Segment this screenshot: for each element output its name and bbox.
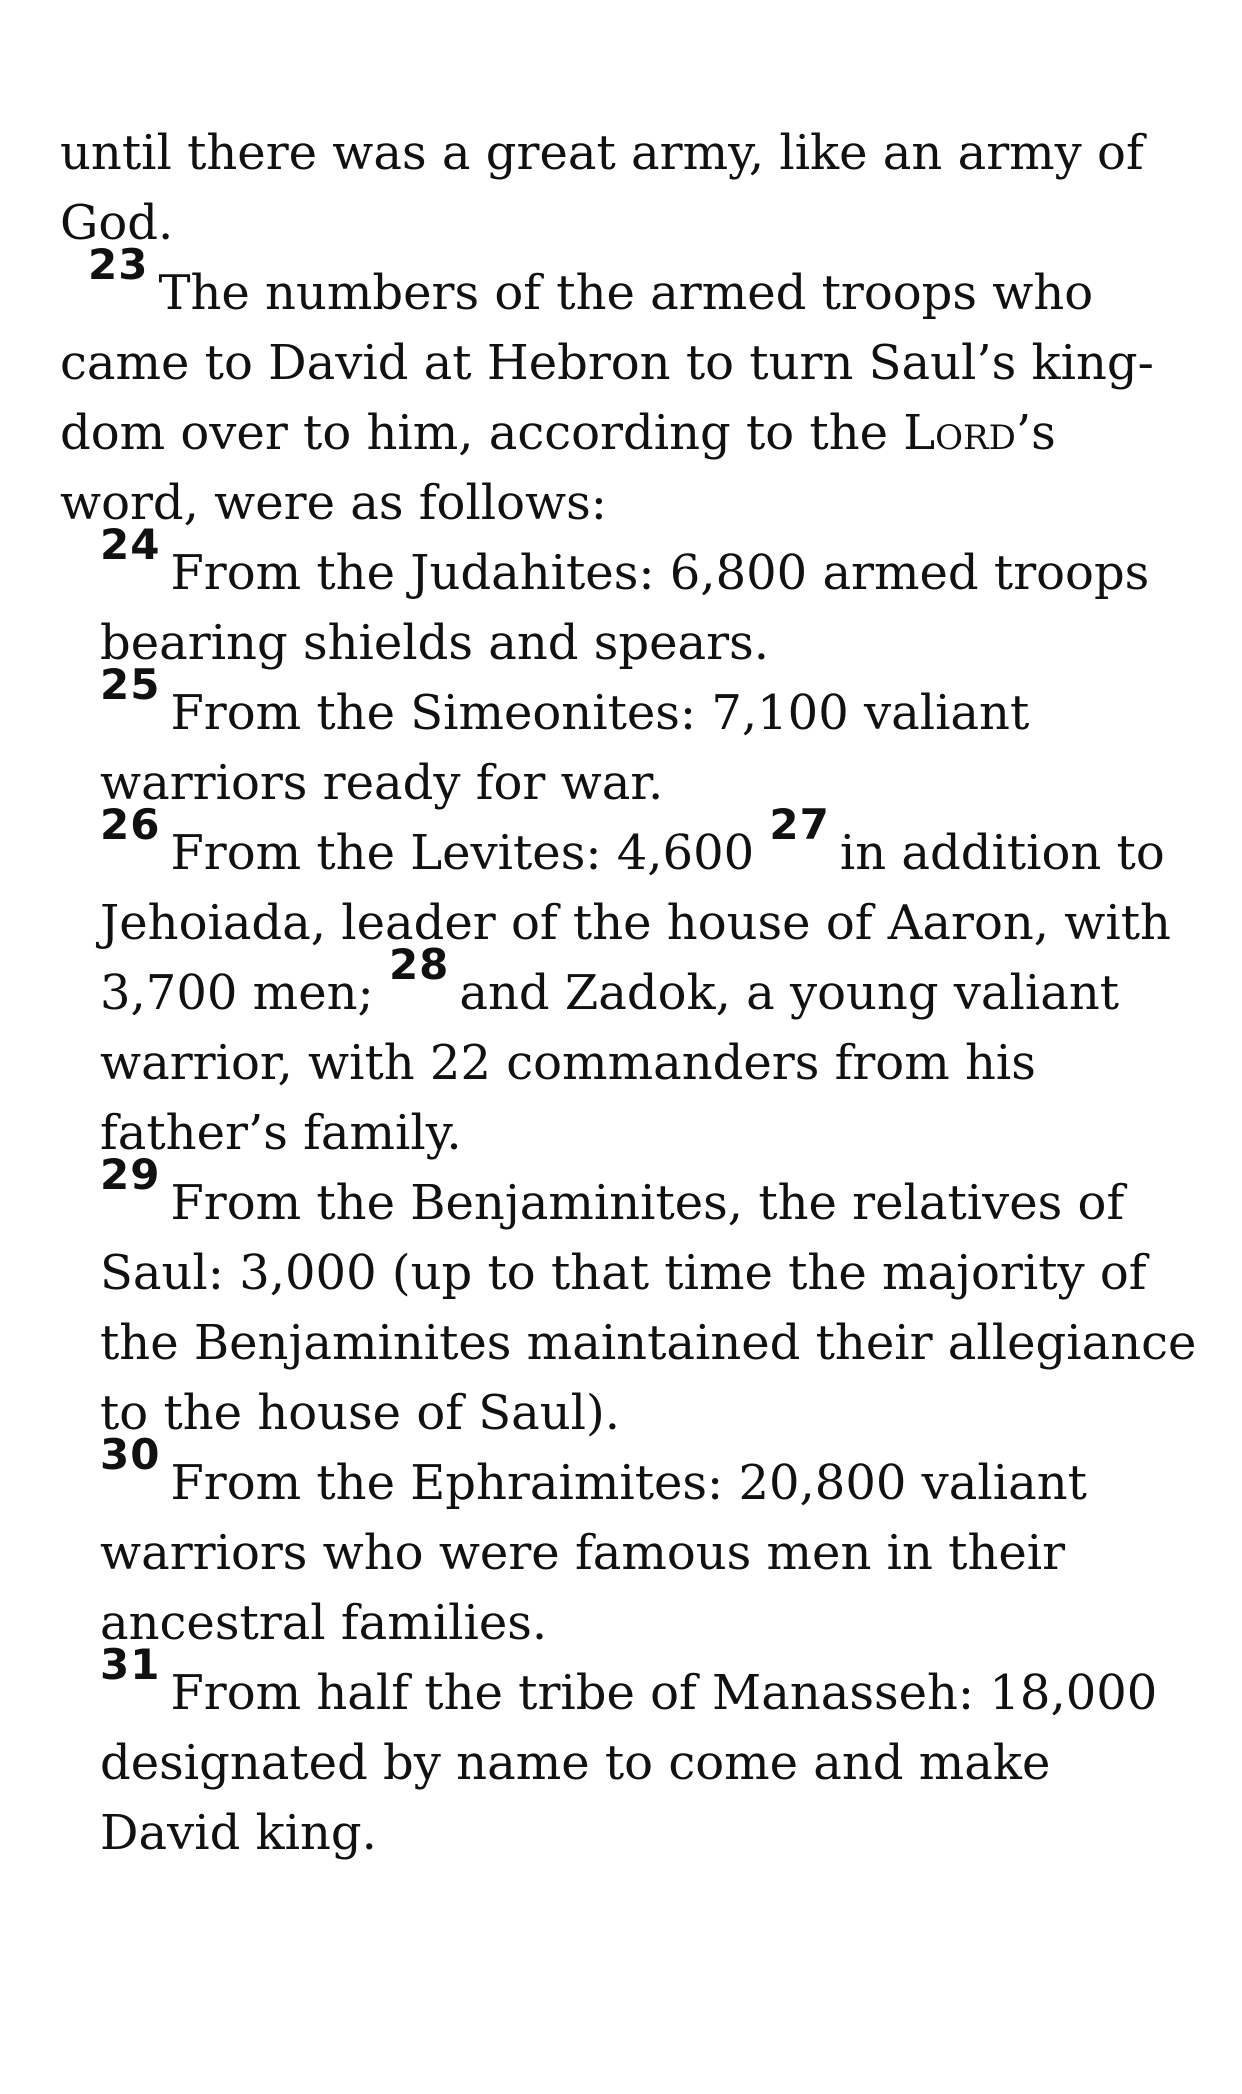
verse-number-27[interactable]: 27 — [769, 800, 830, 849]
verse-24-text: From the Judahites: 6,800 armed troops bearing shields and spears. — [100, 545, 1150, 671]
lord-small-caps: Lord — [903, 405, 1016, 461]
verse-number-25[interactable]: 25 — [100, 660, 161, 709]
paragraph-verse-26-28 — [0, 800, 1242, 1168]
paragraph-verse-24 — [0, 520, 1242, 678]
intro-text: until there was a great army, like an army of God. — [60, 125, 1144, 251]
verse-23-text-after: ’s word, were as follows: — [60, 405, 1056, 531]
verse-number-31[interactable]: 31 — [100, 1640, 161, 1689]
paragraph-verse-30 — [0, 1430, 1242, 1658]
paragraph-verse-31 — [0, 1640, 1242, 1868]
verse-number-28[interactable]: 28 — [388, 940, 450, 989]
verse-29-text: From the Benjaminites, the relatives of Saul: 3,000 (up to that time the majority of the Benjaminites maintained their allegiance to the house of Saul). — [100, 1175, 1197, 1441]
paragraph-intro — [0, 118, 1242, 258]
verse-23-text-before: The numbers of the armed troops who came to David at Hebron to turn Saul’s kingdom over to him, according to the — [60, 265, 1154, 461]
paragraph-verse-23 — [0, 240, 1242, 538]
verse-30-text: From the Ephraimites: 20,800 valiant warriors who were famous men in their ancestral families. — [100, 1455, 1087, 1651]
verse-number-30[interactable]: 30 — [100, 1430, 161, 1479]
verse-number-24[interactable]: 24 — [100, 520, 161, 569]
paragraph-verse-29 — [0, 1150, 1242, 1448]
verse-28-text: and Zadok, a young valiant warrior, with 22 commanders from his father’s family. — [100, 965, 1120, 1161]
paragraph-verse-25 — [0, 660, 1242, 818]
verse-26-text: From the Levites: 4,600 — [170, 825, 770, 881]
verse-25-text: From the Simeonites: 7,100 valiant warriors ready for war. — [100, 685, 1030, 811]
verse-31-text: From half the tribe of Manasseh: 18,000 designated by name to come and make David king. — [100, 1665, 1158, 1861]
verse-number-23[interactable]: 23 — [88, 240, 149, 289]
verse-number-26[interactable]: 26 — [100, 800, 161, 849]
verse-27-text: in addition to Jehoiada, leader of the house of Aaron, with 3,700 men; — [100, 825, 1171, 1021]
verse-number-29[interactable]: 29 — [100, 1150, 161, 1199]
